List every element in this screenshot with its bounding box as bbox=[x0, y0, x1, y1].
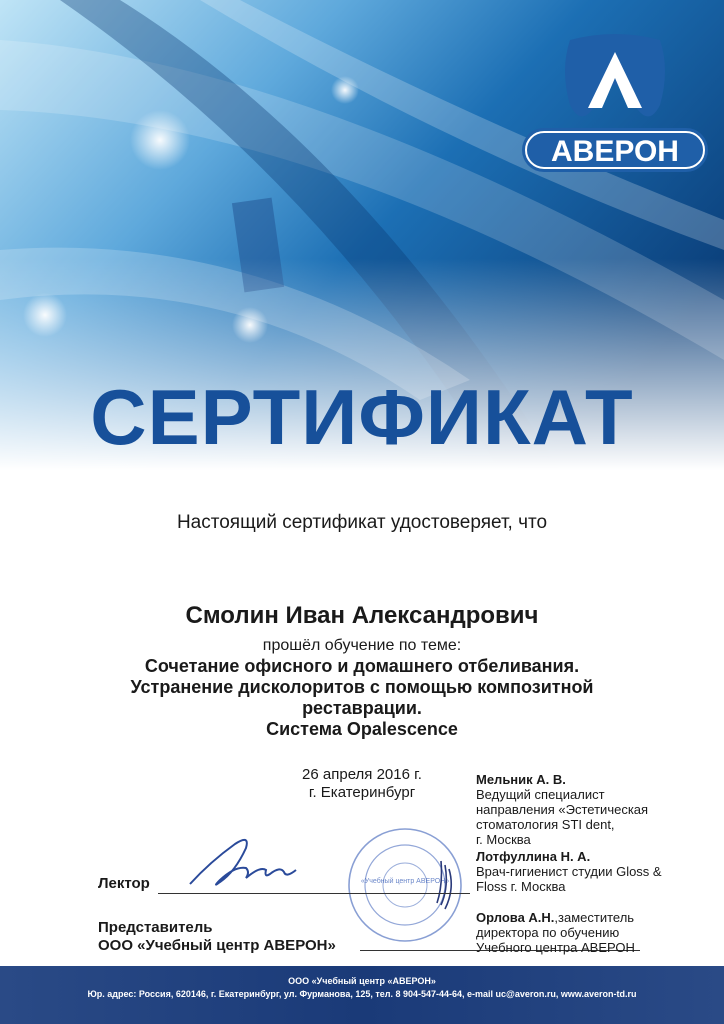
recipient-name: Смолин Иван Александрович bbox=[185, 602, 539, 629]
signatory-name: Лотфуллина Н. А. bbox=[476, 849, 591, 864]
signatory-orlova bbox=[476, 910, 635, 955]
topic-line: реставрации. bbox=[302, 698, 422, 718]
signatory-role: Учебного центра АВЕРОН bbox=[476, 940, 635, 955]
signatory-heading bbox=[476, 910, 635, 925]
organization-stamp bbox=[345, 825, 465, 945]
representative-title: Представитель bbox=[98, 919, 213, 936]
lecturer-label: Лектор bbox=[98, 875, 150, 892]
signatory-role: Врач-гигиенист студии Gloss & bbox=[476, 864, 662, 879]
topic-line: Устранение дисколоритов с помощью композитной bbox=[130, 677, 594, 697]
passed-text: прошёл обучение по теме: bbox=[262, 637, 462, 654]
certificate-title: СЕРТИФИКАТ bbox=[90, 373, 634, 461]
lecturer-signature bbox=[180, 822, 300, 902]
signatory-lotfullina bbox=[476, 849, 662, 894]
topic-line: Сочетание офисного и домашнего отбеливания. bbox=[144, 656, 580, 676]
footer-bar bbox=[0, 966, 724, 1024]
signatory-role: стоматология STI dent, bbox=[476, 817, 615, 832]
topic-line: Система Opalescence bbox=[266, 719, 458, 739]
footer-address: Юр. адрес: Россия, 620146, г. Екатеринбург, ул. Фурманова, 125, тел. 8 904-547-44-64, e-mail uc@averon.ru, www.averon-td.ru bbox=[87, 989, 637, 999]
averon-logo bbox=[520, 30, 710, 180]
signatory-role-suffix: ,заместитель bbox=[554, 910, 635, 925]
signatory-role: директора по обучению bbox=[476, 925, 620, 940]
signatory-role: г. Москва bbox=[476, 832, 531, 847]
signatory-name: Мельник А. В. bbox=[476, 772, 566, 787]
svg-text:АВЕРОН: АВЕРОН bbox=[551, 135, 679, 168]
course-topic bbox=[90, 656, 634, 740]
signatory-role: Ведущий специалист bbox=[476, 787, 605, 802]
lecturer-signature-line bbox=[158, 893, 470, 894]
representative-org: ООО «Учебный центр АВЕРОН» bbox=[98, 937, 336, 954]
representative-label bbox=[98, 919, 336, 955]
issue-date: 26 апреля 2016 г. bbox=[302, 766, 422, 783]
issue-city: г. Екатеринбург bbox=[308, 784, 416, 801]
signatory-melnik bbox=[476, 772, 648, 847]
footer-org: ООО «Учебный центр «АВЕРОН» bbox=[288, 976, 436, 986]
signatory-name: Орлова А.Н. bbox=[476, 910, 555, 925]
svg-text:«Учебный центр АВЕРОН»: «Учебный центр АВЕРОН» bbox=[360, 878, 450, 885]
intro-text: Настоящий сертификат удостоверяет, что bbox=[176, 512, 548, 533]
signatory-role: направления «Эстетическая bbox=[476, 802, 649, 817]
signatory-role: Floss г. Москва bbox=[476, 879, 566, 894]
